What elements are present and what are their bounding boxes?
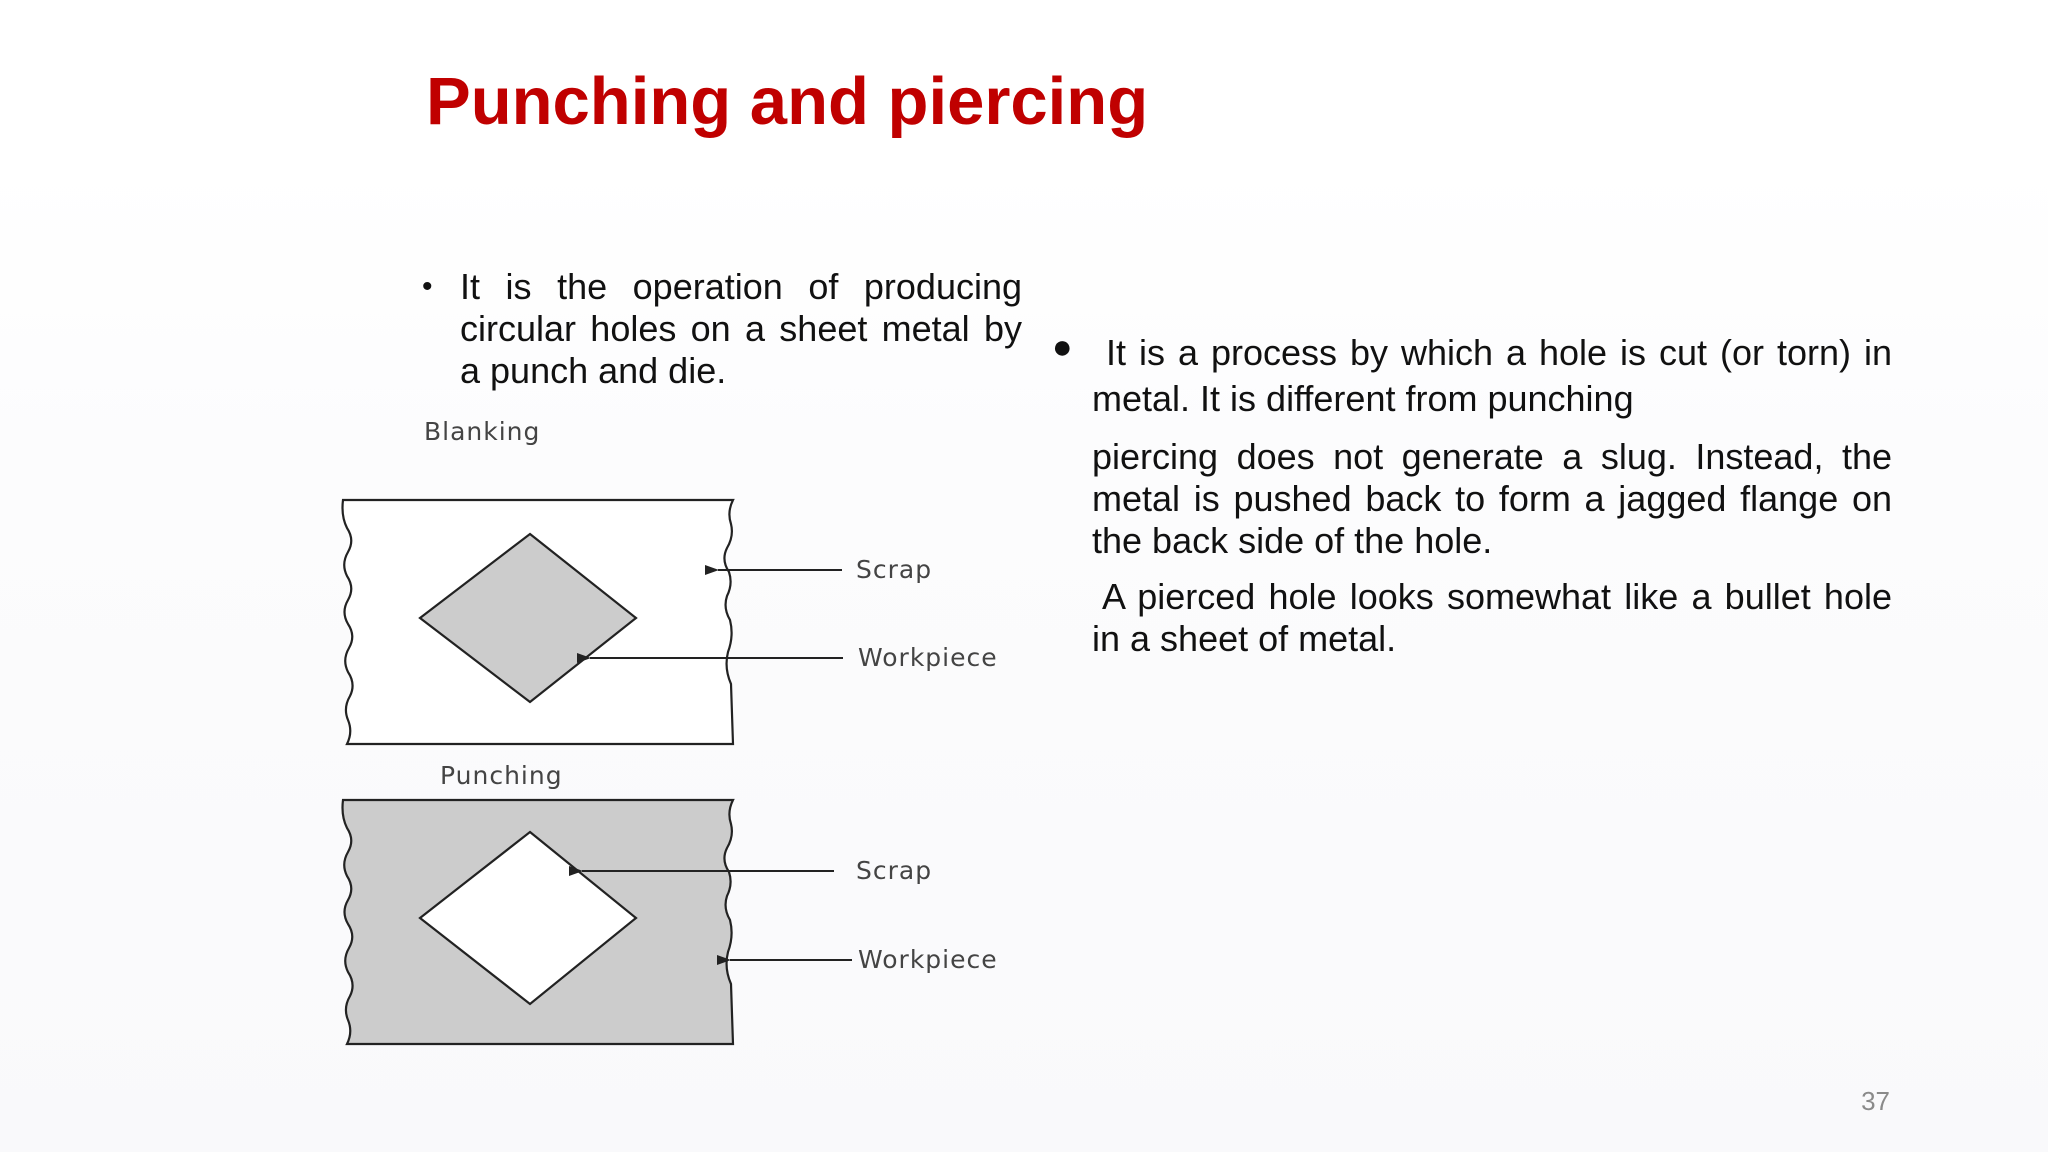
blanking-scrap-label: Scrap — [856, 555, 933, 584]
blanking-title: Blanking — [424, 417, 541, 446]
left-bullet-column — [420, 266, 1022, 392]
left-bullet-item — [420, 266, 1022, 392]
page-number: 37 — [1861, 1086, 1890, 1116]
bullet-marker-large: ● — [1052, 328, 1073, 366]
blanking-workpiece-label: Workpiece — [858, 643, 998, 672]
slide-title: Punching and piercing — [426, 64, 1149, 139]
right-bullet-column — [1050, 330, 1892, 660]
piercing-slug-text: piercing does not generate a slug. Instead, the metal is pushed back to form a jagged flange on the back side of the hole. — [1092, 436, 1892, 561]
left-bullet-text: It is the operation of producing circular holes on a sheet metal by a punch and die. — [460, 266, 1022, 391]
bullet-marker: • — [422, 270, 433, 303]
blanking-figure — [343, 417, 998, 744]
punching-scrap-label: Scrap — [856, 856, 933, 885]
piercing-definition-text: It is a process by which a hole is cut (or torn) in metal. It is different from punching — [1092, 332, 1892, 419]
punching-figure — [343, 761, 998, 1044]
punching-workpiece-label: Workpiece — [858, 945, 998, 974]
punching-title: Punching — [440, 761, 563, 790]
piercing-bullet-hole-text: A pierced hole looks somewhat like a bullet hole in a sheet of metal. — [1092, 576, 1892, 659]
blanking-punching-diagram — [300, 417, 1080, 1060]
